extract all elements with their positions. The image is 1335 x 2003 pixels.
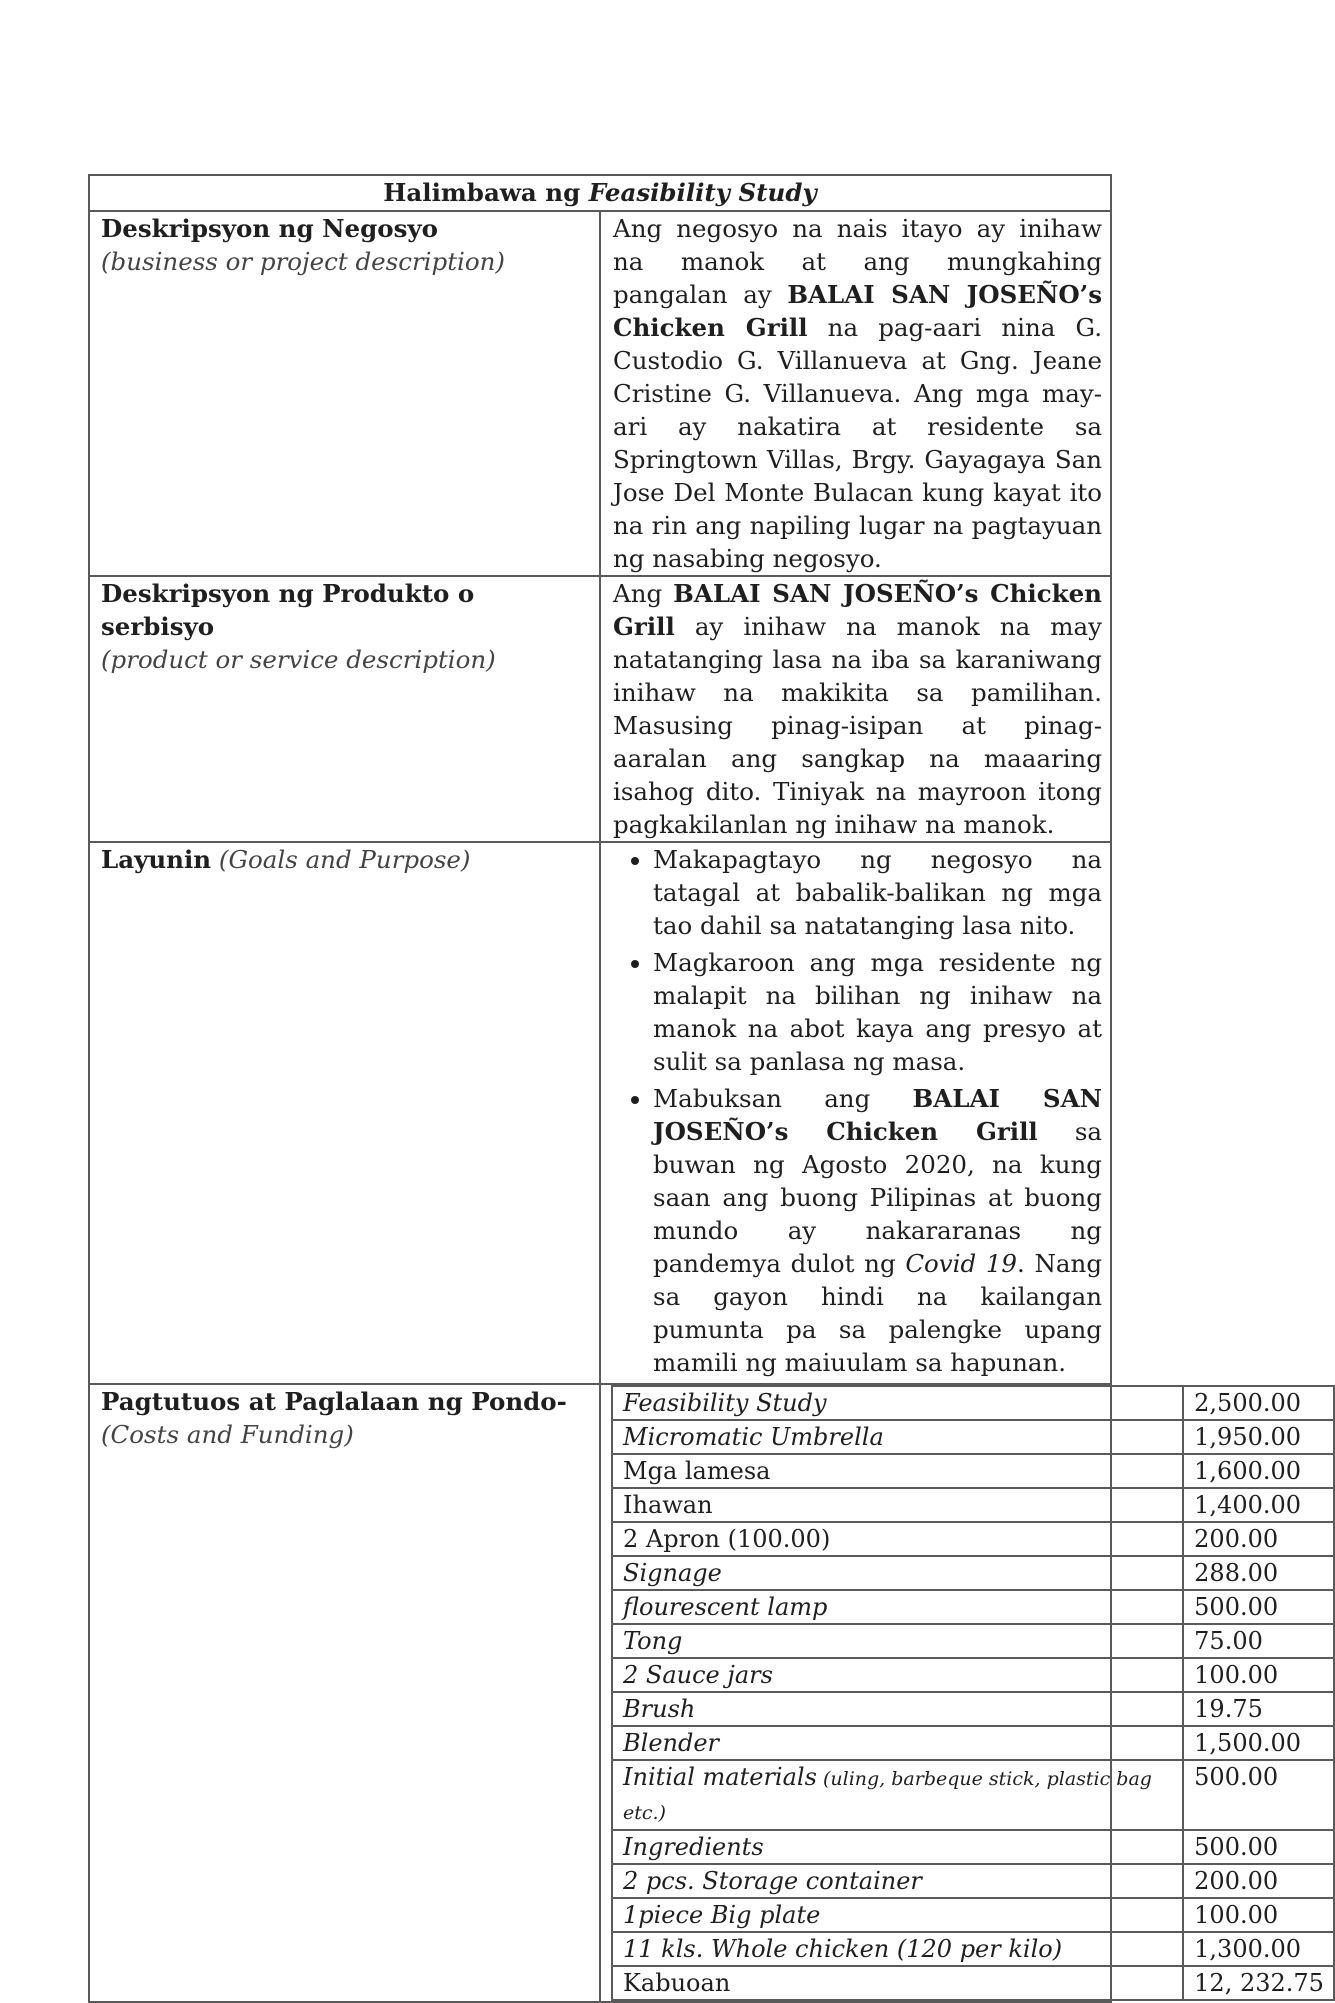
- goals-label: Layunin: [101, 845, 212, 874]
- cost-item: Ihawan: [612, 1488, 1183, 1522]
- goals-list-cell: [600, 842, 1111, 1384]
- table-row: [612, 1830, 1334, 1864]
- cost-item: 2 Apron (100.00): [612, 1522, 1183, 1556]
- product-name: BALAI SAN JOSEÑO’s Chicken Grill: [613, 579, 1102, 641]
- cost-amount: 100.00: [1183, 1658, 1334, 1692]
- table-row: [612, 1420, 1334, 1454]
- cost-item: Micromatic Umbrella: [612, 1420, 1183, 1454]
- cost-amount: 500.00: [1183, 1590, 1334, 1624]
- business-label: Deskripsyon ng Negosyo: [101, 214, 438, 243]
- cost-item: Blender: [612, 1726, 1183, 1760]
- cost-item-name: Initial materials: [623, 1763, 817, 1791]
- goal-item: • Makapagtayo ng negosyo na tatagal at babalik-balikan ng mga tao dahil sa natatanging lasa nito.: [653, 843, 1102, 942]
- goal-item: [653, 1082, 1102, 1379]
- cost-item: Feasibility Study: [612, 1386, 1183, 1420]
- cost-item: 11 kls. Whole chicken (120 per kilo): [612, 1932, 1183, 1966]
- title-italic: Feasibility Study: [588, 178, 817, 207]
- costs-table: [611, 1385, 1335, 2001]
- table-row: [612, 1522, 1334, 1556]
- cost-amount: 100.00: [1183, 1898, 1334, 1932]
- cost-item: [612, 1760, 1183, 1830]
- cost-total-label: Kabuoan: [612, 1966, 1183, 2000]
- product-label-cell: [89, 576, 600, 842]
- cost-item: 2 pcs. Storage container: [612, 1864, 1183, 1898]
- costs-label-sub: (Costs and Funding): [101, 1420, 354, 1449]
- table-row: [612, 1864, 1334, 1898]
- table-row: [612, 1898, 1334, 1932]
- business-label-cell: [89, 211, 600, 576]
- title-prefix: Halimbawa ng: [383, 178, 589, 207]
- cost-amount: 2,500.00: [1183, 1386, 1334, 1420]
- goal-text: sa buwan ng Agosto 2020, na kung saan ang buong Pilipinas at buong mundo ay nakararanas ng pandemya dulot ng: [653, 1117, 1102, 1278]
- goals-label-sub: (Goals and Purpose): [218, 845, 471, 874]
- cost-amount: 1,300.00: [1183, 1932, 1334, 1966]
- cost-amount: 500.00: [1183, 1830, 1334, 1864]
- costs-label: Pagtutuos at Paglalaan ng Pondo-: [101, 1387, 567, 1416]
- cost-item-note: (uling, barbeque stick, plastic bag etc.): [623, 1768, 1152, 1824]
- cost-amount: 288.00: [1183, 1556, 1334, 1590]
- cost-amount: 500.00: [1183, 1760, 1334, 1830]
- goal-text: Mabuksan ang: [653, 1084, 913, 1113]
- goal-item: • Magkaroon ang mga residente ng malapit na bilihan ng inihaw na manok na abot kaya ang presyo at sulit sa panlasa ng masa.: [653, 946, 1102, 1078]
- goals-list: [613, 843, 1102, 1379]
- business-name: BALAI SAN JOSEÑO’s Chicken Grill: [613, 280, 1102, 342]
- cost-item: Brush: [612, 1692, 1183, 1726]
- cost-amount: 1,950.00: [1183, 1420, 1334, 1454]
- table-row: [612, 1488, 1334, 1522]
- product-description: [600, 576, 1111, 842]
- cost-item: Mga lamesa: [612, 1454, 1183, 1488]
- cost-item: flourescent lamp: [612, 1590, 1183, 1624]
- business-description: [600, 211, 1111, 576]
- business-text-1: Ang negosyo na nais itayo ay inihaw na manok at ang mungkahing pangalan ay: [613, 214, 1102, 309]
- costs-cell: [600, 1384, 1324, 2002]
- table-row: [612, 1454, 1334, 1488]
- feasibility-study-table: [88, 174, 1324, 2003]
- cost-item: Ingredients: [612, 1830, 1183, 1864]
- cost-total-amount: 12, 232.75: [1183, 1966, 1334, 2000]
- table-row: [612, 1760, 1334, 1830]
- product-label-sub: (product or service description): [101, 645, 496, 674]
- cost-item: Signage: [612, 1556, 1183, 1590]
- cost-amount: 200.00: [1183, 1522, 1334, 1556]
- table-row: [612, 1590, 1334, 1624]
- table-row: [612, 1966, 1334, 2000]
- cost-amount: 200.00: [1183, 1864, 1334, 1898]
- business-label-sub: (business or project description): [101, 247, 505, 276]
- table-row: [612, 1556, 1334, 1590]
- table-row: [612, 1658, 1334, 1692]
- cost-item: 1piece Big plate: [612, 1898, 1183, 1932]
- cost-amount: 1,400.00: [1183, 1488, 1334, 1522]
- cost-item: 2 Sauce jars: [612, 1658, 1183, 1692]
- product-label: Deskripsyon ng Produkto o serbisyo: [101, 579, 475, 641]
- table-title: [89, 175, 1111, 211]
- table-row: [612, 1624, 1334, 1658]
- cost-amount: 75.00: [1183, 1624, 1334, 1658]
- cost-amount: 1,500.00: [1183, 1726, 1334, 1760]
- table-row: [612, 1692, 1334, 1726]
- goal-covid: Covid 19: [905, 1249, 1018, 1278]
- business-text-2: na pag-aari nina G. Custodio G. Villanueva at Gng. Jeane Cristine G. Villanueva. Ang mga may-ari ay nakatira at residente sa Springtown Villas, Brgy. Gayagaya San Jose Del Monte Bulacan kung kayat ito na rin ang napiling lugar na pagtayuan ng nasabing negosyo.: [613, 313, 1102, 573]
- product-text-1: Ang: [613, 579, 674, 608]
- goal-business-name: BALAI SAN JOSEÑO’s Chicken Grill: [653, 1084, 1103, 1146]
- goals-label-cell: [89, 842, 600, 1384]
- product-text-2: ay inihaw na manok na may natatanging lasa na iba sa karaniwang inihaw na makikita sa pamilihan. Masusing pinag-isipan at pinag-aaralan ang sangkap na maaaring isahog dito. Tiniyak na mayroon itong pagkakilanlan ng inihaw na manok.: [613, 612, 1102, 839]
- cost-item: Tong: [612, 1624, 1183, 1658]
- cost-amount: 19.75: [1183, 1692, 1334, 1726]
- table-row: [612, 1726, 1334, 1760]
- cost-amount: 1,600.00: [1183, 1454, 1334, 1488]
- goal-text: . Nang sa gayon hindi na kailangan pumunta pa sa palengke upang mamili ng maiuulam sa hapunan.: [653, 1249, 1102, 1377]
- table-row: [612, 1386, 1334, 1420]
- costs-label-cell: [89, 1384, 600, 2002]
- table-row: [612, 1932, 1334, 1966]
